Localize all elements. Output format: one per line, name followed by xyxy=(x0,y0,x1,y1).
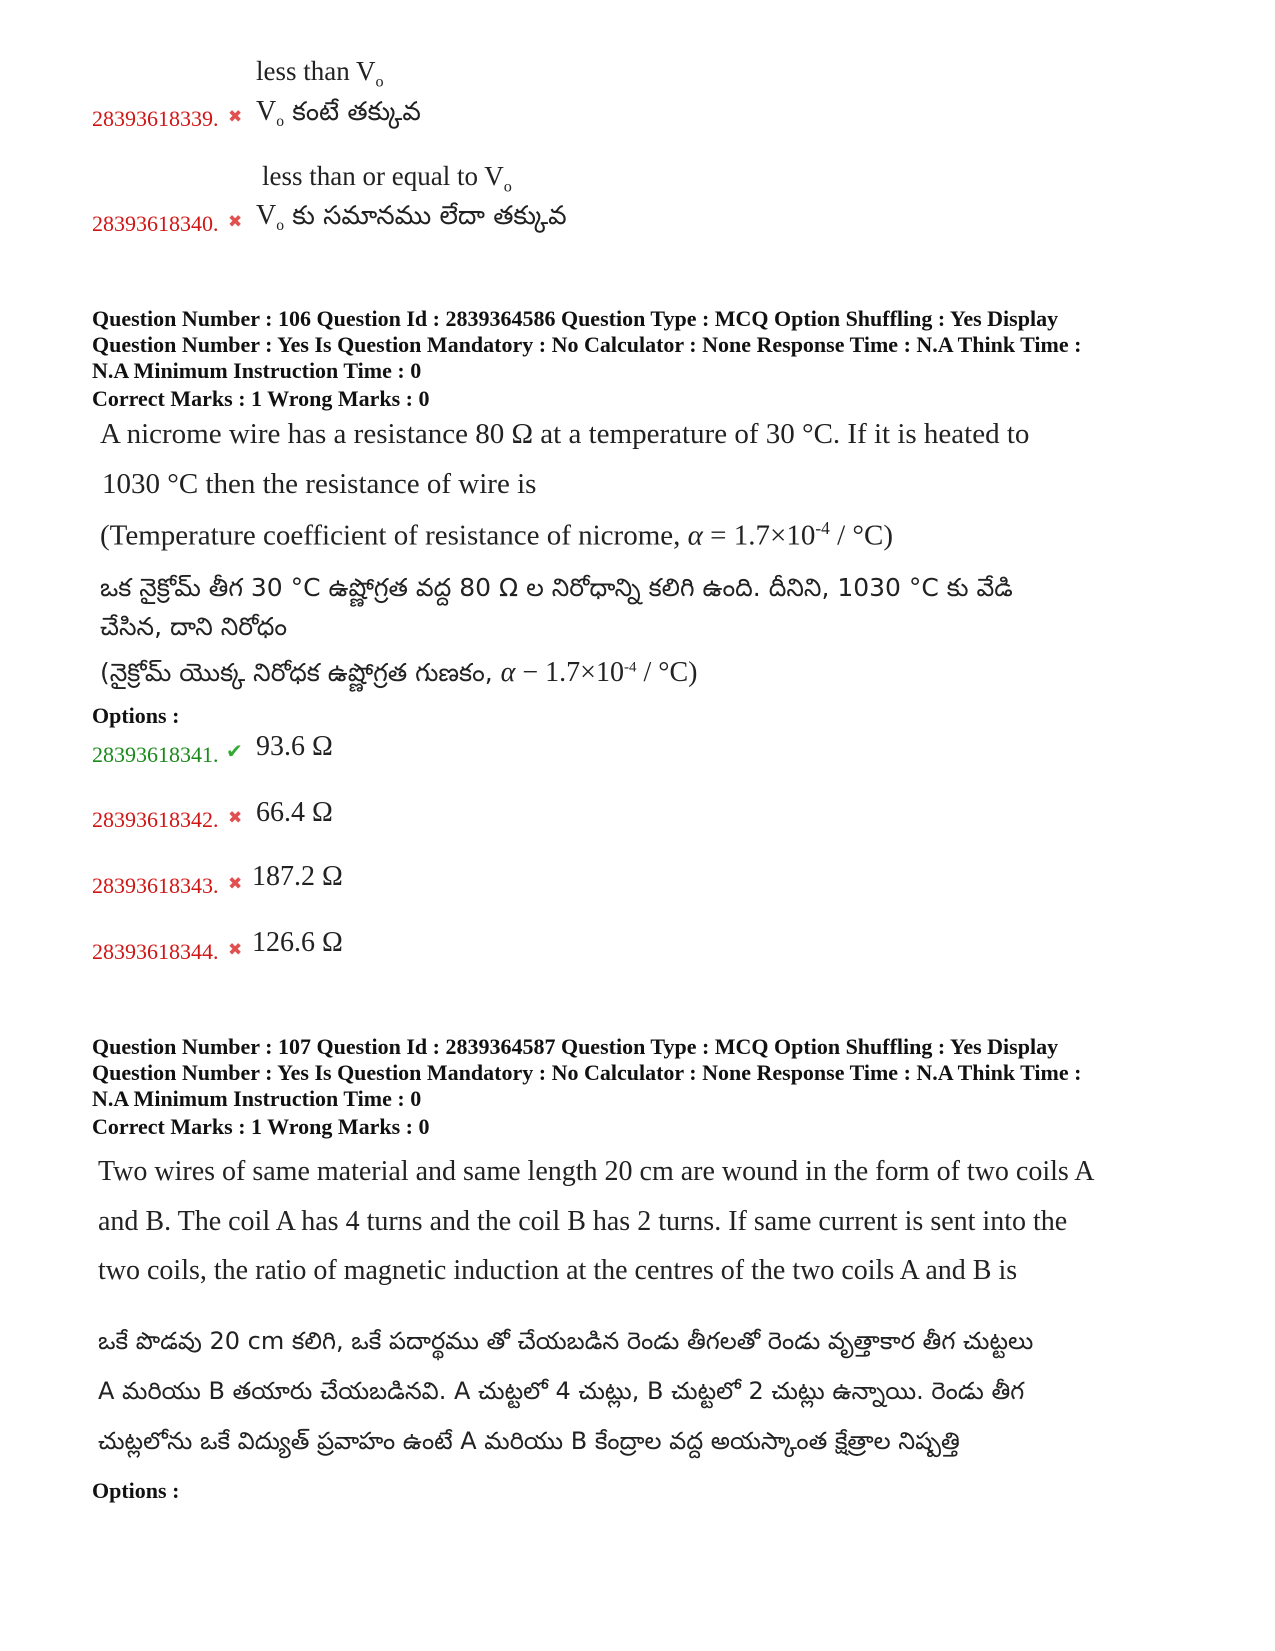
marks-line: Correct Marks : 1 Wrong Marks : 0 xyxy=(92,1114,430,1139)
option-text: 126.6 Ω xyxy=(252,927,343,958)
question-meta xyxy=(92,306,1172,384)
meta-line: Question Number : 106 Question Id : 2839364586 Question Type : MCQ Option Shuffling : Yes Display xyxy=(92,306,1059,331)
question-meta xyxy=(92,1034,1172,1112)
question-text-te: చుట్లలోను ఒకే విద్యుత్ ప్రవాహం ఉంటే A మరియు B కేంద్రాల వద్ద అయస్కాంత క్షేత్రాల నిష్పత్తి xyxy=(98,1427,960,1455)
option-text: 93.6 Ω xyxy=(256,731,333,762)
question-text-te: (నైక్రోమ్ యొక్క నిరోధక ఉష్ణోగ్రత గుణకం, $\alpha - 1.7\times 10^{-4} / ^\circ C$) xyxy=(100,657,698,688)
question-text-te: ఒకే పొడవు 20 cm కలిగి, ఒకే పదార్థము తో చేయబడిన రెండు తీగలతో రెండు వృత్తాకార తీగ చుట్టలు xyxy=(98,1327,1034,1355)
option-id: 28393618339. xyxy=(92,106,219,131)
question-text-te: A మరియు B తయారు చేయబడినవి. A చుట్టలో 4 చుట్లు, B చుట్టలో 2 చుట్లు ఉన్నాయి. రెండు తీగ xyxy=(98,1377,1025,1405)
marks-line: Correct Marks : 1 Wrong Marks : 0 xyxy=(92,386,430,411)
option-text: 187.2 Ω xyxy=(252,861,343,892)
option-text-en: less than or equal to $V_o$ xyxy=(262,161,512,196)
meta-line: Question Number : Yes Is Question Mandatory : No Calculator : None Response Time : N.A Think Time : xyxy=(92,1060,1082,1085)
cross-icon: ✖ xyxy=(228,874,243,894)
meta-line: Question Number : Yes Is Question Mandatory : No Calculator : None Response Time : N.A Think Time : xyxy=(92,332,1082,357)
option-text: 66.4 Ω xyxy=(256,797,333,828)
question-text-en: 1030 °C then the resistance of wire is xyxy=(102,468,537,500)
cross-icon: ✖ xyxy=(228,107,243,127)
option-id: 28393618344. xyxy=(92,939,219,964)
cross-icon: ✖ xyxy=(228,940,243,960)
options-label: Options : xyxy=(92,1478,180,1503)
question-text-te: ఒక నైక్రోమ్ తీగ 30 °C ఉష్ణోగ్రత వద్ద 80 Ω ల నిరోధాన్ని కలిగి ఉంది. దీనిని, 1030 °C కు వేడి xyxy=(100,573,1013,602)
cross-icon: ✖ xyxy=(228,808,243,828)
meta-line: N.A Minimum Instruction Time : 0 xyxy=(92,1086,422,1111)
cross-icon: ✖ xyxy=(228,212,243,232)
option-id: 28393618341. xyxy=(92,742,219,767)
option-text-te: $V_o$ కంటే తక్కువ xyxy=(256,96,421,131)
check-icon: ✔ xyxy=(226,739,243,763)
question-text-en: two coils, the ratio of magnetic induction at the centres of the two coils A and B is xyxy=(98,1255,1018,1286)
option-text-te: $V_o$ కు సమానము లేదా తక్కువ xyxy=(256,200,567,235)
question-text-en: and B. The coil A has 4 turns and the coil B has 2 turns. If same current is sent into the xyxy=(98,1206,1068,1237)
question-text-en: (Temperature coefficient of resistance of nicrome, $\alpha = 1.7\times 10^{-4} / ^\circ C$) xyxy=(100,518,893,552)
option-text-en: less than $V_o$ xyxy=(256,56,384,91)
option-id: 28393618340. xyxy=(92,211,219,236)
option-id: 28393618343. xyxy=(92,873,219,898)
question-text-en: Two wires of same material and same length 20 cm are wound in the form of two coils A xyxy=(98,1156,1095,1187)
option-id: 28393618342. xyxy=(92,807,219,832)
options-label: Options : xyxy=(92,703,180,728)
question-text-en: A nicrome wire has a resistance 80 Ω at a temperature of 30 °C. If it is heated to xyxy=(100,418,1030,450)
question-text-te: చేసిన, దాని నిరోధం xyxy=(100,612,288,641)
meta-line: Question Number : 107 Question Id : 2839364587 Question Type : MCQ Option Shuffling : Yes Display xyxy=(92,1034,1059,1059)
meta-line: N.A Minimum Instruction Time : 0 xyxy=(92,358,422,383)
